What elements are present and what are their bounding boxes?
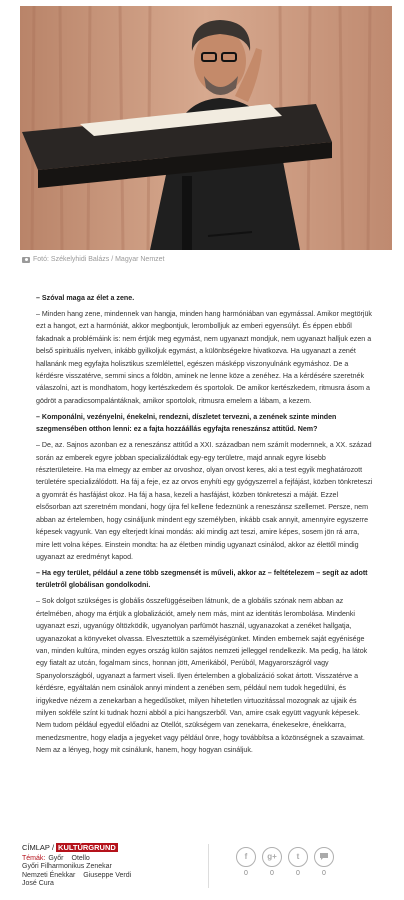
facebook-icon[interactable]: f bbox=[236, 847, 256, 867]
facebook-share[interactable] bbox=[236, 847, 256, 879]
share-count: 0 bbox=[296, 870, 300, 877]
comment-share[interactable] bbox=[314, 847, 334, 879]
question: – Komponálni, vezényelni, énekelni, rendezni, díszletet tervezni, a zenének szinte minden szegmensében otthon lenni: ez a fajta hozzáállás egyfajta reneszánsz attitűd. Nem? bbox=[36, 412, 337, 434]
tag-link[interactable]: Győr bbox=[48, 854, 64, 862]
share-count: 0 bbox=[244, 870, 248, 877]
article-photo bbox=[20, 6, 392, 250]
tags-label: Témák: bbox=[22, 854, 46, 862]
question: – Ha egy terület, például a zene több szegmensét is műveli, akkor az – feltételezem – segít az adott területről globálisan gondolkodni. bbox=[36, 568, 368, 590]
breadcrumb-home-link[interactable]: CÍMLAP bbox=[22, 843, 50, 852]
google-plus-share[interactable] bbox=[262, 847, 282, 879]
answer: – Minden hang zene, mindennek van hangja, minden hang harmóniában van egymással. Amikor megtörjük ezt a hangot, ezt a harmóniát, akkor megbontjuk, lerombolljuk az emberi egyensúlyt. És éppen ebből fakadnak a problémáink is: nem értjük meg egymást, nem ugyanazt mondjuk, nem ugyanazt halljuk ezen a belső spirituális nyelven, inkább gyilkoljuk egymást, a különbségekre hivatkozva. Ha ugyanazt a zenét hallanánk meg egyfajta holisztikus szemlélettel, egészen másképp viszonyulnánk egymáshoz. De a kérdésre visszatérve, semmi sincs a földön, aminek ne lenne köze a zenéhez. Ha a kérdésére szeretnék válaszolni, azt is mondhatom, hogy kertészkedem és sportolok. De amikor kertészkedem, ritmusra ásom a gödröt a paradicsompalántáknak, amikor sportolok, ritmusra emelem a lábam, a kezem. bbox=[36, 310, 372, 405]
footer-divider bbox=[208, 844, 209, 888]
tag-link[interactable]: Győri Filharmonikus Zenekar bbox=[22, 863, 112, 871]
tag-link[interactable]: Nemzeti Énekkar bbox=[22, 871, 76, 879]
photo-caption-text: Fotó: Székelyhidi Balázs / Magyar Nemzet bbox=[33, 256, 165, 263]
share-count: 0 bbox=[270, 870, 274, 877]
answer: – De, az. Sajnos azonban ez a reneszánsz attitűd a XXI. században nem számít modernnek, a XX. század során az emberek egyre jobban specializálódtak egy-egy területre, majd annak egyre kisebb részterületeire. Ha ma elmegy az ember az orvoshoz, olyan orvost keres, aki a test egyik meghatározott területére specializálódott. Ha fáj a feje, ez az orvos enyhíti egy gyógyszerrel a fejfájást, közben tönkreteszi a gyomrát és hasfájást okoz. Ha fáj a hasa, kezeli a hasfájást, közben tönkreteszi a máját. Ezzel elsősorban azt szeretném mondani, hogy újra fel kellene fedeznünk a reneszánsz szellemet. Persze, nem abban az értelemben, hogy csináljunk mindent egy személyben, inkább csak annyit, amennyire egyszerre képesek vagyunk. Van egy elterjedt kínai mondás: aki mindig azt teszi, amire képes, sosem jön rá arra, mire lett volna képes. Einstein mondta: ha az életben mindig ugyanazt csinálod, akkor az élettől mindig ugyanazt az eredményt kapod. bbox=[36, 441, 373, 561]
conductor-photo-illustration bbox=[20, 6, 392, 250]
breadcrumb-category-link[interactable]: KULTÚRGRUND bbox=[58, 843, 116, 852]
question: – Szóval maga az élet a zene. bbox=[36, 294, 135, 302]
camera-icon bbox=[22, 257, 30, 263]
tag-link[interactable]: Giuseppe Verdi bbox=[83, 871, 132, 879]
tag-link[interactable]: Otello bbox=[71, 854, 90, 862]
tag-link[interactable]: José Cura bbox=[22, 880, 54, 888]
twitter-share[interactable] bbox=[288, 847, 308, 879]
article-body bbox=[36, 292, 374, 760]
comment-icon[interactable] bbox=[314, 847, 334, 867]
photo-caption bbox=[22, 256, 165, 263]
share-count: 0 bbox=[322, 870, 326, 877]
google-plus-icon[interactable]: g+ bbox=[262, 847, 282, 867]
breadcrumb-separator: / bbox=[51, 843, 55, 852]
article-footer bbox=[22, 844, 382, 894]
topic-tags bbox=[22, 855, 152, 889]
twitter-icon[interactable]: t bbox=[288, 847, 308, 867]
answer: – Sok dolgot szükséges is globális összefüggéseiben látnunk, de a globális szónak nem abban az értelmében, ahogy ma értjük a globalizációt, amely nem más, mint az identitás lerombolása. Mindenki ugyanazt eszi, ugyanúgy öltözködik, ugyanolyan parfümöt használ, ugyanazokat a zenéket hallgatja, ugyanazokat a könyveket olvassa. Elvesztettük a személyiségünket. Minden embernek saját egyénisége van, minden kultúra, minden egyes ország külön sajátos nemzeti jelleggel rendelkezik. Ma pedig, ha látok egy fiatalt az utcán, fogalmam sincs, honnan jött, Amerikából, Perúból, Magyarországról vagy Spanyolországból, ugyanazt a farmert viseli. Ilyen értelemben a globalizáció sokat ártott. Visszatérve a kérdésre, egyáltalán nem csinálok annyi mindent a zenében sem, például nem tudok hegedülni, és irigykedve nézem a zenekarban a hegedűsöket, milyen hihetetlen virtuozitással mozognak az ujjaik és milyen sokféle színt ki tudnak hozni abból a pici hangszerből. Van, amire csak együtt vagyunk képesek. Nem tudom például egyedül előadni az Otellót, szükségem van zenekarra, énekesekre, énekkarra, menedzsmentre, hogy eladja a jegyeket vagy például önre, hogy továbbítsa a közönségnek a szavaimat. Nem az a lényeg, hogy mit csinálunk, hanem, hogy hogyan csináljuk. bbox=[36, 597, 368, 755]
social-share bbox=[236, 847, 334, 879]
